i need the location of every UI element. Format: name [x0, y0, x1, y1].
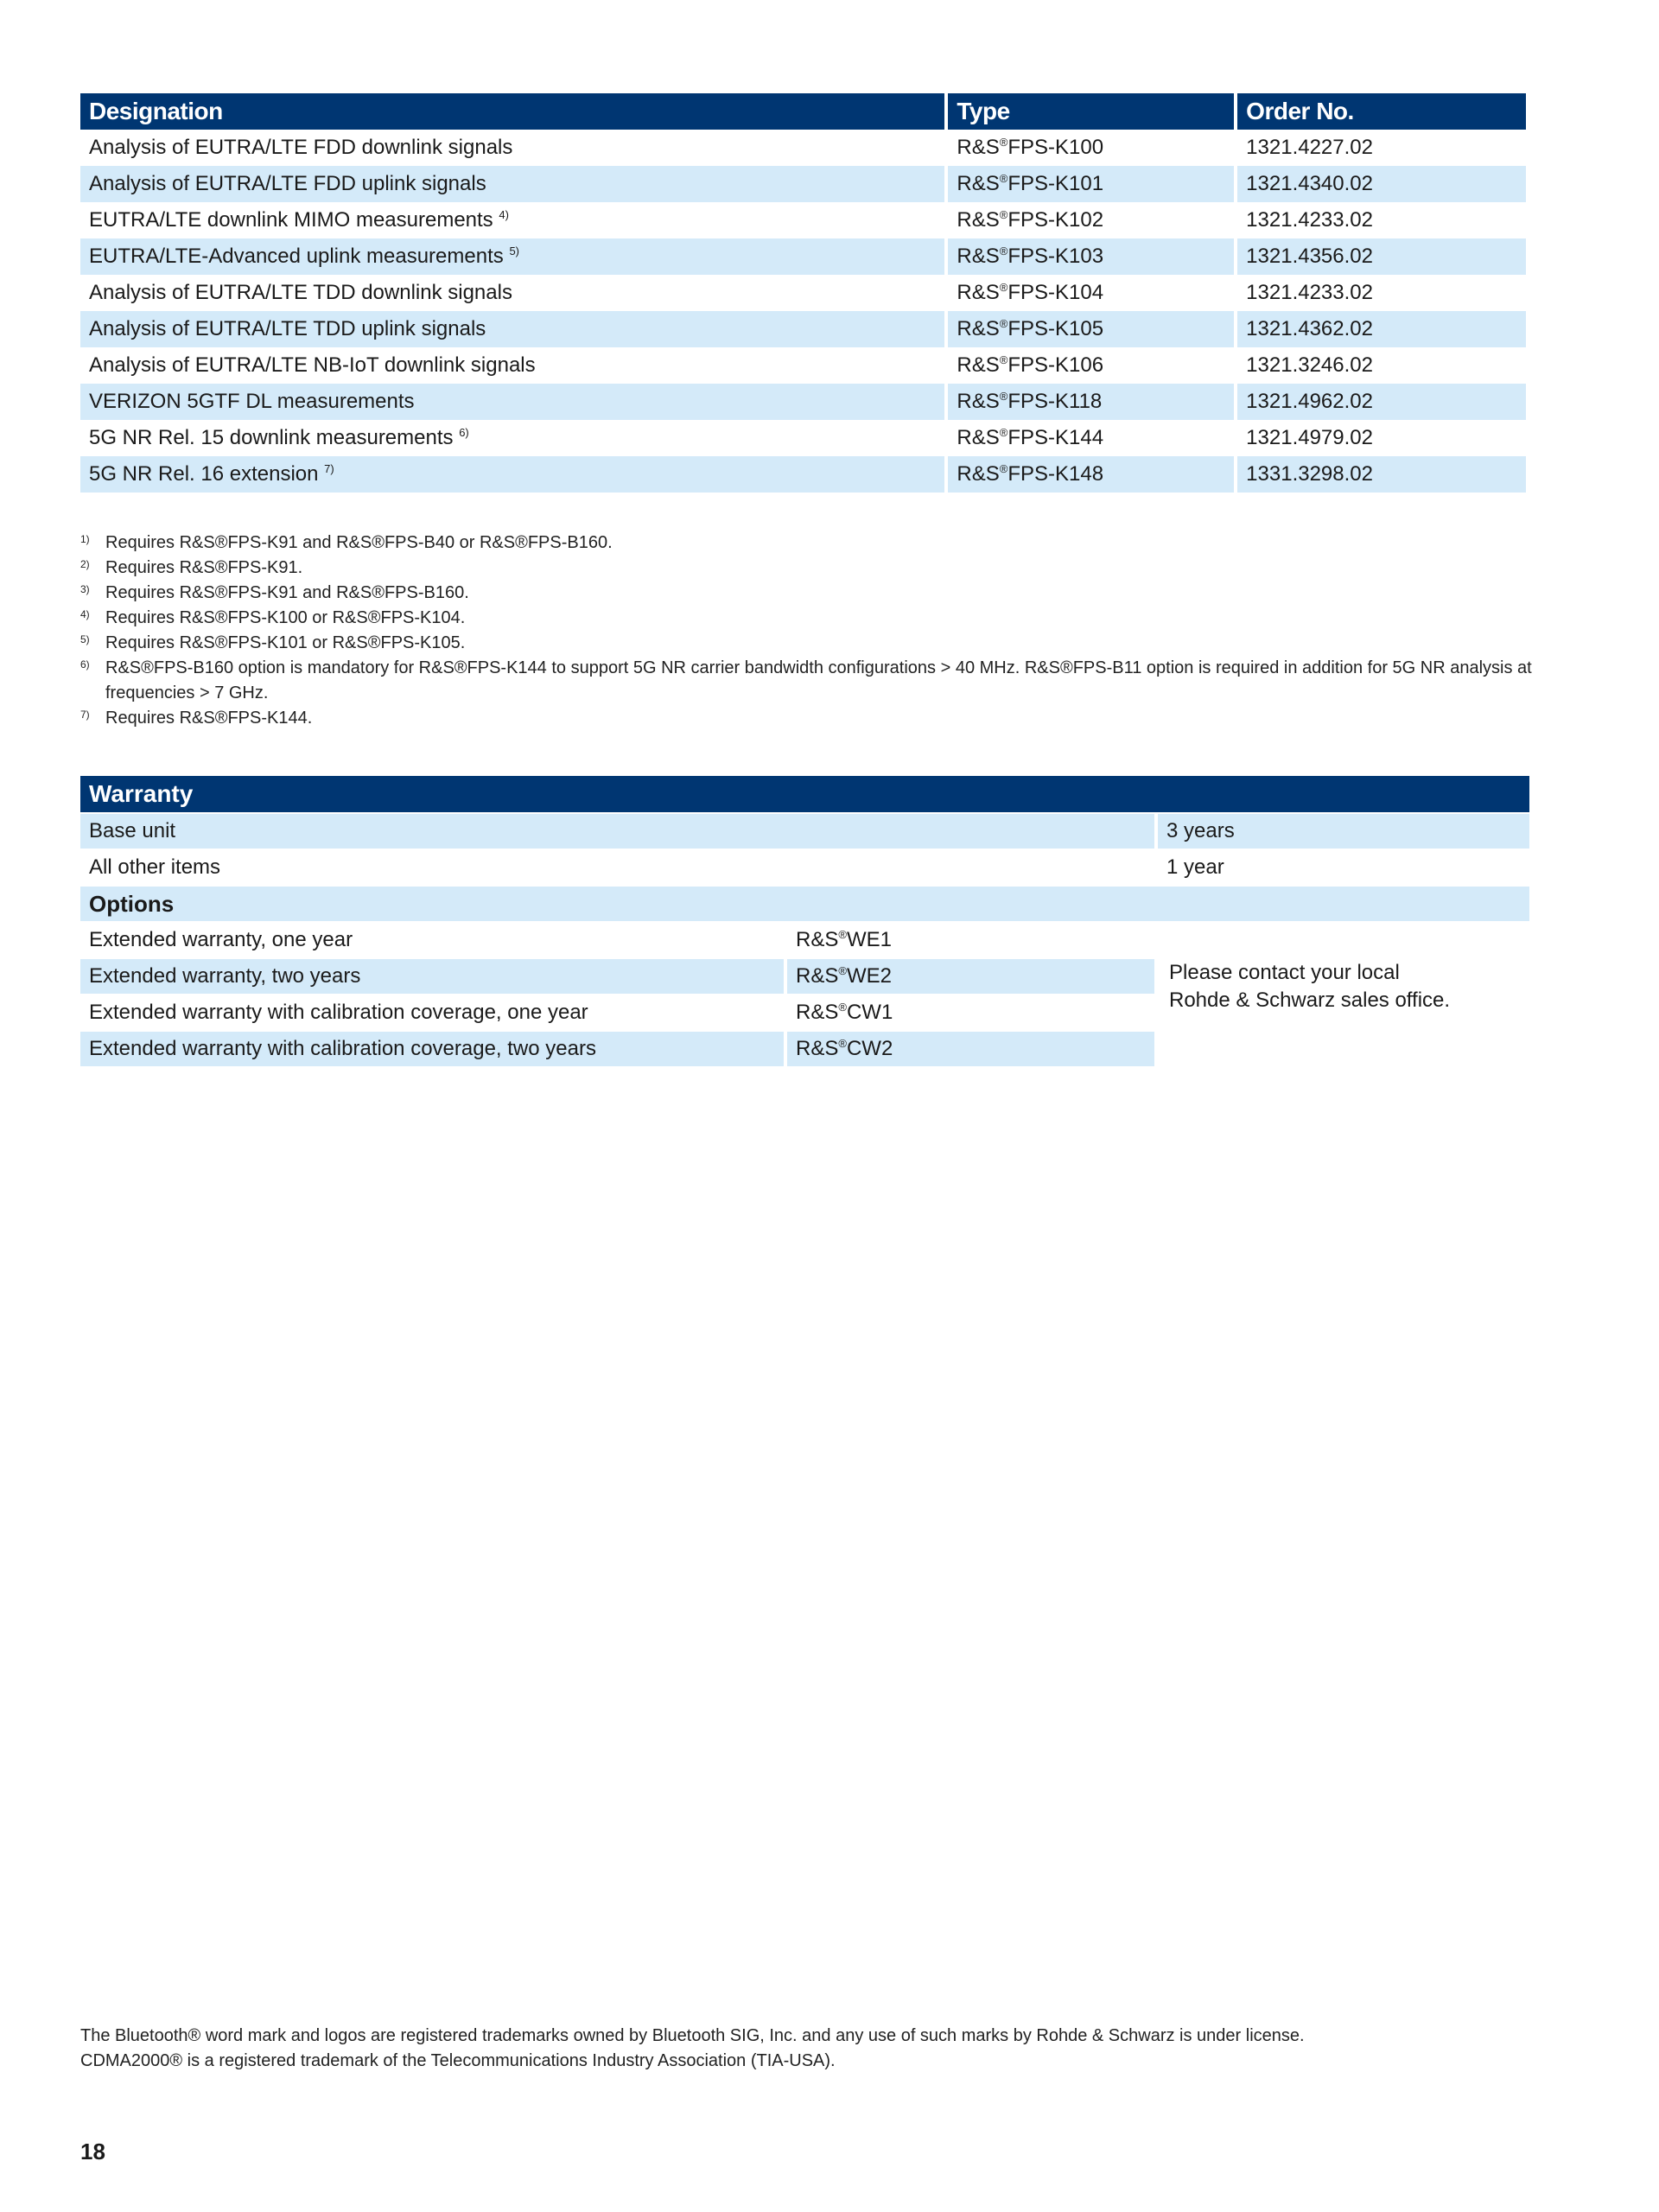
cell-order-no: 1321.4979.02 [1237, 420, 1526, 456]
footnote [80, 556, 1549, 581]
page-number: 18 [80, 2139, 105, 2164]
footnote-number: 1) [80, 533, 90, 545]
type-prefix: R&S [957, 281, 1000, 304]
registered-mark: ® [999, 462, 1008, 475]
column-header-designation: Designation [80, 93, 944, 130]
footnote-text: Requires R&S®FPS-K91 and R&S®FPS-B40 or R&S®FPS-B160. [105, 533, 613, 552]
designation-text: Analysis of EUTRA/LTE FDD uplink signals [89, 172, 486, 195]
option-type [787, 923, 1154, 957]
warranty-options-header-row [80, 887, 1529, 923]
footnote-ref: 6) [459, 426, 469, 439]
designation-text: EUTRA/LTE-Advanced uplink measurements [89, 245, 504, 268]
registered-mark: ® [999, 136, 1008, 149]
cell-type [948, 275, 1234, 311]
cell-designation [80, 130, 944, 166]
cell-order-no: 1321.4233.02 [1237, 275, 1526, 311]
registered-mark: ® [999, 208, 1008, 221]
cell-designation [80, 311, 944, 347]
cell-designation [80, 166, 944, 202]
table-row [80, 420, 1526, 456]
cell-designation [80, 275, 944, 311]
footnote-number: 4) [80, 608, 90, 620]
footnote-number: 6) [80, 658, 90, 671]
cell-type [948, 347, 1234, 384]
footnote-number: 5) [80, 633, 90, 645]
type-suffix: FPS-K102 [1007, 208, 1104, 232]
trademark-line-1: The Bluetooth® word mark and logos are registered trademarks owned by Bluetooth SIG, Inc. and any use of such marks by Rohde & Schwarz is under license. [80, 2026, 1305, 2045]
footnote-number: 3) [80, 583, 90, 595]
contact-line-1: Please contact your local [1169, 961, 1400, 984]
table-row [80, 238, 1526, 275]
registered-mark: ® [838, 1001, 847, 1014]
registered-mark: ® [999, 172, 1008, 185]
footnote-text: Requires R&S®FPS-K100 or R&S®FPS-K104. [105, 608, 466, 627]
cell-type [948, 420, 1234, 456]
option-label: Extended warranty, one year [89, 928, 353, 951]
footnote [80, 656, 1549, 706]
warranty-other-items-label: All other items [89, 855, 221, 879]
type-prefix: R&S [957, 136, 1000, 159]
table-row [80, 384, 1526, 420]
designation-text: EUTRA/LTE downlink MIMO measurements [89, 208, 493, 232]
cell-designation [80, 202, 944, 238]
warranty-option-row [80, 1032, 1529, 1068]
footnote-text: R&S®FPS-B160 option is mandatory for R&S®FPS-K144 to support 5G NR carrier bandwidth configurations > 40 MHz. R&S®FPS-B11 option is required in addition for 5G NR analysis at frequencies > 7 GHz. [105, 658, 1532, 702]
options-title: Options [80, 887, 1529, 921]
table-row [80, 166, 1526, 202]
type-suffix: FPS-K103 [1007, 245, 1104, 268]
cell-order-no: 1321.4356.02 [1237, 238, 1526, 275]
type-prefix: R&S [796, 1001, 839, 1024]
trademark-notice [80, 2024, 1567, 2074]
warranty-table [80, 776, 1529, 1068]
registered-mark: ® [999, 353, 1008, 366]
type-prefix: R&S [796, 1037, 839, 1060]
column-header-order-no: Order No. [1237, 93, 1526, 130]
cell-designation [80, 384, 944, 420]
footnote-text: Requires R&S®FPS-K144. [105, 709, 313, 728]
type-suffix: FPS-K104 [1007, 281, 1104, 304]
type-suffix: WE1 [846, 928, 892, 951]
type-prefix: R&S [957, 353, 1000, 377]
type-suffix: FPS-K101 [1007, 172, 1104, 195]
cell-type [948, 384, 1234, 420]
cell-type [948, 202, 1234, 238]
footnote [80, 531, 1549, 556]
footnote-ref: 7) [324, 462, 334, 475]
cell-order-no: 1321.4340.02 [1237, 166, 1526, 202]
type-prefix: R&S [957, 172, 1000, 195]
type-suffix: CW2 [846, 1037, 893, 1060]
warranty-row-base-unit [80, 814, 1529, 850]
type-prefix: R&S [957, 462, 1000, 486]
contact-note [1160, 959, 1532, 1014]
table-row [80, 130, 1526, 166]
type-prefix: R&S [957, 317, 1000, 340]
option-type [787, 1032, 1154, 1066]
type-prefix: R&S [796, 928, 839, 951]
order-table [77, 93, 1529, 493]
type-prefix: R&S [957, 245, 1000, 268]
designation-text: 5G NR Rel. 15 downlink measurements [89, 426, 454, 449]
footnote [80, 706, 1549, 731]
cell-type [948, 238, 1234, 275]
cell-order-no: 1321.4233.02 [1237, 202, 1526, 238]
type-suffix: FPS-K100 [1007, 136, 1104, 159]
table-row [80, 347, 1526, 384]
registered-mark: ® [999, 281, 1008, 294]
cell-designation [80, 238, 944, 275]
cell-type [948, 130, 1234, 166]
footnote [80, 581, 1549, 606]
type-suffix: FPS-K148 [1007, 462, 1104, 486]
type-prefix: R&S [957, 208, 1000, 232]
footnote [80, 606, 1549, 631]
cell-type [948, 456, 1234, 493]
option-label: Extended warranty, two years [80, 959, 784, 994]
registered-mark: ® [838, 928, 847, 941]
warranty-base-unit-value: 3 years [1158, 814, 1529, 849]
type-prefix: R&S [957, 426, 1000, 449]
table-row [80, 202, 1526, 238]
footnote-ref: 4) [499, 208, 509, 221]
registered-mark: ® [999, 426, 1008, 439]
warranty-base-unit-label: Base unit [80, 814, 1154, 849]
table-header-row [80, 93, 1526, 130]
warranty-title: Warranty [80, 776, 1529, 812]
table-row [80, 311, 1526, 347]
footnote-ref: 5) [509, 245, 519, 257]
cell-designation [80, 456, 944, 493]
warranty-option-row [80, 923, 1529, 959]
footnote-text: Requires R&S®FPS-K101 or R&S®FPS-K105. [105, 633, 466, 652]
option-label: Extended warranty with calibration coverage, one year [89, 1001, 588, 1024]
warranty-row-other-items [80, 850, 1529, 887]
type-prefix: R&S [957, 390, 1000, 413]
footnote-text: Requires R&S®FPS-K91 and R&S®FPS-B160. [105, 583, 469, 602]
footnote-number: 2) [80, 558, 90, 570]
designation-text: 5G NR Rel. 16 extension [89, 462, 319, 486]
type-suffix: CW1 [846, 1001, 893, 1024]
registered-mark: ® [999, 390, 1008, 403]
footnote [80, 631, 1549, 656]
cell-designation [80, 420, 944, 456]
registered-mark: ® [999, 245, 1008, 257]
type-prefix: R&S [796, 964, 839, 988]
warranty-other-items-value: 1 year [1166, 855, 1224, 879]
cell-order-no: 1321.4962.02 [1237, 384, 1526, 420]
table-row [80, 275, 1526, 311]
cell-order-no: 1321.3246.02 [1237, 347, 1526, 384]
type-suffix: FPS-K106 [1007, 353, 1104, 377]
cell-order-no: 1331.3298.02 [1237, 456, 1526, 493]
type-suffix: FPS-K105 [1007, 317, 1104, 340]
designation-text: Analysis of EUTRA/LTE FDD downlink signals [89, 136, 513, 159]
footnote-text: Requires R&S®FPS-K91. [105, 558, 303, 577]
table-row [80, 456, 1526, 493]
cell-order-no: 1321.4227.02 [1237, 130, 1526, 166]
trademark-line-2: CDMA2000® is a registered trademark of the Telecommunications Industry Association (TIA-USA). [80, 2051, 836, 2070]
contact-line-2: Rohde & Schwarz sales office. [1169, 988, 1451, 1012]
type-suffix: WE2 [846, 964, 892, 988]
option-type [787, 995, 1154, 1030]
type-suffix: FPS-K144 [1007, 426, 1104, 449]
designation-text: Analysis of EUTRA/LTE NB-IoT downlink signals [89, 353, 536, 377]
option-type [787, 959, 1154, 994]
registered-mark: ® [838, 964, 847, 977]
registered-mark: ® [999, 317, 1008, 330]
footnotes [80, 531, 1549, 731]
cell-designation [80, 347, 944, 384]
option-label: Extended warranty with calibration coverage, two years [80, 1032, 784, 1066]
type-suffix: FPS-K118 [1007, 390, 1103, 413]
footnote-number: 7) [80, 709, 90, 721]
designation-text: Analysis of EUTRA/LTE TDD downlink signals [89, 281, 512, 304]
designation-text: Analysis of EUTRA/LTE TDD uplink signals [89, 317, 486, 340]
cell-order-no: 1321.4362.02 [1237, 311, 1526, 347]
cell-type [948, 311, 1234, 347]
registered-mark: ® [838, 1037, 847, 1050]
designation-text: VERIZON 5GTF DL measurements [89, 390, 415, 413]
column-header-type: Type [948, 93, 1234, 130]
cell-type [948, 166, 1234, 202]
